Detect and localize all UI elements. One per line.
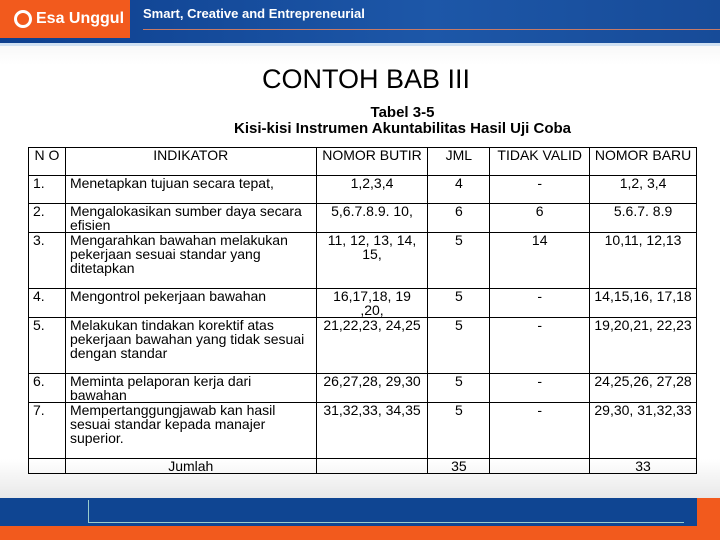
cell-no: 4.	[29, 289, 66, 318]
cell-indikator: Mengalokasikan sumber daya secara efisien	[65, 204, 316, 233]
cell-no: 6.	[29, 374, 66, 403]
cell-butir: 1,2,3,4	[316, 176, 428, 204]
cell-butir: 16,17,18, 19 ,20,	[316, 289, 428, 318]
col-header: JML	[428, 148, 490, 176]
cell-no: 1.	[29, 176, 66, 204]
cell-baru: 5.6.7. 8.9	[590, 204, 697, 233]
footer-line	[88, 500, 684, 523]
cell-butir: 26,27,28, 29,30	[316, 374, 428, 403]
col-header: N O	[29, 148, 66, 176]
logo-ring-icon	[14, 10, 32, 28]
cell-jml: 5	[428, 403, 490, 459]
footer-accent	[697, 498, 720, 526]
cell-baru: 24,25,26, 27,28	[590, 374, 697, 403]
data-table	[28, 147, 697, 474]
cell-indikator: Melakukan tindakan korektif atas pekerjaan bawahan yang tidak sesuai dengan standar	[65, 318, 316, 374]
cell-butir: 11, 12, 13, 14, 15,	[316, 233, 428, 289]
cell-tidak-valid: -	[490, 318, 590, 374]
cell-butir: 21,22,23, 24,25	[316, 318, 428, 374]
table-row	[29, 318, 697, 374]
cell-no: 3.	[29, 233, 66, 289]
cell-baru: 1,2, 3,4	[590, 176, 697, 204]
slide-title: CONTOH BAB III	[261, 64, 471, 94]
cell-no: 2.	[29, 204, 66, 233]
university-logo	[0, 0, 130, 38]
table-row	[29, 176, 697, 204]
cell-indikator: Meminta pelaporan kerja dari bawahan	[65, 374, 316, 403]
cell-tidak-valid: 6	[490, 204, 590, 233]
col-header: NOMOR BARU	[590, 148, 697, 176]
table-header-row	[29, 148, 697, 176]
cell-jml: 5	[428, 289, 490, 318]
divider	[143, 29, 720, 30]
cell-tidak-valid: -	[490, 289, 590, 318]
cell-baru: 14,15,16, 17,18	[590, 289, 697, 318]
cell-indikator: Mempertanggungjawab kan hasil sesuai standar kepada manajer superior.	[65, 403, 316, 459]
cell-no: 5.	[29, 318, 66, 374]
table-row	[29, 403, 697, 459]
cell-indikator: Mengarahkan bawahan melakukan pekerjaan sesuai standar yang ditetapkan	[65, 233, 316, 289]
table-caption: Tabel 3-5	[370, 104, 435, 121]
cell-baru: 19,20,21, 22,23	[590, 318, 697, 374]
table-title: Kisi-kisi Instrumen Akuntabilitas Hasil Uji Coba	[233, 120, 572, 137]
header-banner	[0, 0, 720, 46]
col-header: TIDAK VALID	[490, 148, 590, 176]
cell-jml: 5	[428, 233, 490, 289]
total-baru: 33	[590, 459, 697, 474]
cell-jml: 5	[428, 318, 490, 374]
cell-indikator: Menetapkan tujuan secara tepat,	[65, 176, 316, 204]
footer-strip	[0, 526, 720, 540]
cell-tidak-valid: 14	[490, 233, 590, 289]
table-row	[29, 289, 697, 318]
cell-indikator: Mengontrol pekerjaan bawahan	[65, 289, 316, 318]
cell-jml: 6	[428, 204, 490, 233]
cell-tidak-valid: -	[490, 176, 590, 204]
cell-no: 7.	[29, 403, 66, 459]
total-label: Jumlah	[65, 459, 316, 474]
cell-tidak-valid: -	[490, 403, 590, 459]
table-row	[29, 233, 697, 289]
table-row	[29, 204, 697, 233]
cell-jml: 5	[428, 374, 490, 403]
total-jml: 35	[428, 459, 490, 474]
logo-text: Esa Unggul	[36, 10, 125, 27]
cell-baru: 10,11, 12,13	[590, 233, 697, 289]
total-row	[29, 459, 697, 474]
cell-butir: 31,32,33, 34,35	[316, 403, 428, 459]
cell-butir: 5,6.7.8.9. 10,	[316, 204, 428, 233]
col-header: NOMOR BUTIR	[316, 148, 428, 176]
cell-baru: 29,30, 31,32,33	[590, 403, 697, 459]
cell-tidak-valid: -	[490, 374, 590, 403]
cell-jml: 4	[428, 176, 490, 204]
tagline: Smart, Creative and Entrepreneurial	[143, 6, 365, 21]
col-header: INDIKATOR	[65, 148, 316, 176]
table-row	[29, 374, 697, 403]
